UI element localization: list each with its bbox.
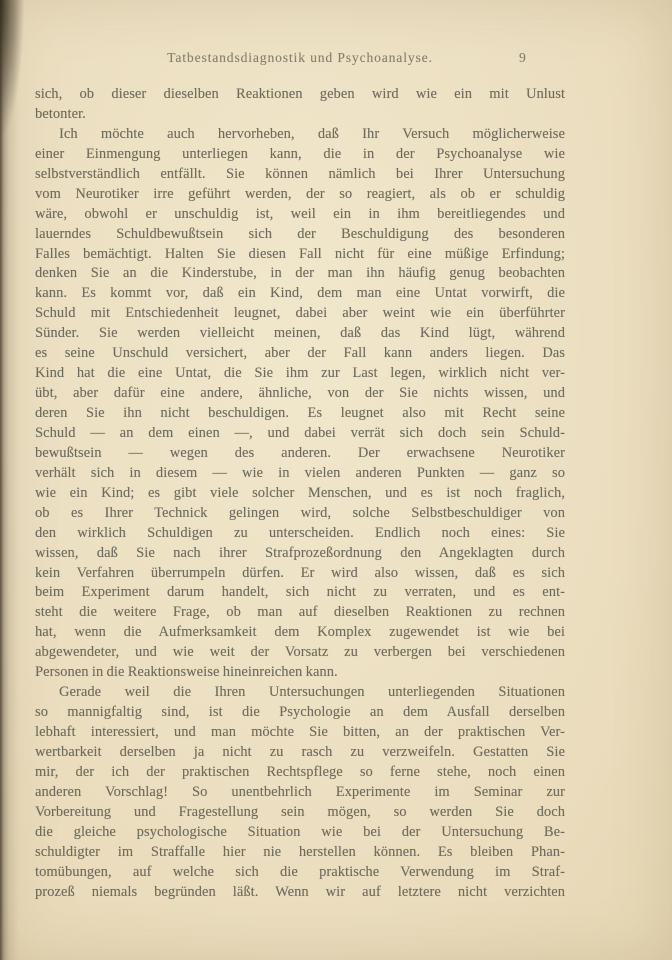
text-line: Sünder. Sie werden vielleicht meinen, daß das Kind lügt, während — [35, 325, 565, 342]
text-line: so mannigfaltig sind, ist die Psychologie an dem Ausfall derselben — [35, 704, 565, 721]
text-line: hat, wenn die Aufmerksamkeit dem Komplex zugewendet ist wie bei — [35, 624, 565, 641]
text-line: Gerade weil die Ihren Untersuchungen unterliegenden Situationen — [59, 684, 565, 701]
text-line: abgewendeter, und wie weit der Vorsatz zu verbergen bei verschiedenen — [35, 644, 565, 661]
text-line: Falles bemächtigt. Halten Sie diesen Fall nicht für eine müßige Erfindung; — [35, 245, 565, 262]
page-number: 9 — [519, 50, 526, 65]
text-line: wissen, daß Sie nach ihrer Strafprozeßordnung den Angeklagten durch — [35, 544, 565, 561]
text-line: denken Sie an die Kinderstube, in der man ihn häufig genug beobachten — [35, 265, 565, 282]
text-line: kein Verfahren überrumpeln dürfen. Er wird also wissen, daß es sich — [35, 564, 565, 581]
text-line: steht die weitere Frage, ob man auf dieselben Reaktionen zu rechnen — [35, 604, 565, 621]
text-line: es seine Unschuld versichert, aber der Fall kann anders liegen. Das — [35, 345, 565, 362]
text-line: beim Experiment darum handelt, sich nicht zu verraten, und es ent- — [35, 584, 565, 601]
text-line: prozeß niemals begründen läßt. Wenn wir auf letztere nicht verzichten — [35, 883, 565, 900]
text-line: Schuld — an dem einen —, und dabei verrät sich doch sein Schuld- — [35, 424, 565, 441]
text-line: wäre, obwohl er unschuldig ist, weil ein in ihm bereitliegendes und — [35, 205, 565, 222]
text-line: wertbarkeit derselben ja nicht zu rasch zu verzweifeln. Gestatten Sie — [35, 743, 565, 760]
text-line: Schuld mit Entschiedenheit leugnet, dabei aber weint wie ein überführter — [35, 305, 565, 322]
text-line: Vorbereitung und Fragestellung sein mögen, so werden Sie doch — [35, 803, 565, 820]
text-line: anderen Vorschlag! So unentbehrlich Experimente im Seminar zur — [35, 783, 565, 800]
text-line: tomübungen, auf welche sich die praktische Verwendung im Straf- — [35, 863, 565, 880]
scan-edge-shadow-top-left — [0, 0, 34, 190]
text-line: den wirklich Schuldigen zu unterscheiden. Endlich noch eines: Sie — [35, 524, 565, 541]
text-line: betonter. — [35, 105, 86, 122]
text-line: verhält sich in diesem — wie in vielen anderen Punkten — ganz so — [35, 464, 565, 481]
text-line: bewußtsein — wegen des anderen. Der erwachsene Neurotiker — [35, 444, 565, 461]
running-head-title: Tatbestandsdiagnostik und Psychoanalyse. — [167, 50, 433, 65]
text-line: vom Neurotiker irre geführt werden, der so reagiert, als ob er schuldig — [35, 185, 565, 202]
text-line: selbstverständlich entfällt. Sie können nämlich bei Ihrer Untersuchung — [35, 165, 565, 182]
text-line: übt, aber dafür eine andere, ähnliche, von der Sie nichts wissen, und — [35, 385, 565, 402]
text-line: Kind hat die eine Untat, die Sie ihm zur Last legen, wirklich nicht ver- — [35, 365, 565, 382]
text-line: kann. Es kommt vor, daß ein Kind, dem man eine Untat vorwirft, die — [35, 285, 565, 302]
text-line: Ich möchte auch hervorheben, daß Ihr Versuch möglicherweise — [59, 125, 565, 142]
scan-edge-shadow-left — [0, 0, 20, 960]
running-head — [35, 50, 565, 70]
text-line: die gleiche psychologische Situation wie bei der Untersuchung Be- — [35, 823, 565, 840]
text-line: lauerndes Schuldbewußtsein sich der Beschuldigung des besonderen — [35, 225, 565, 242]
text-line: mir, der ich der praktischen Rechtspflege so ferne stehe, noch einen — [35, 763, 565, 780]
text-line: lebhaft interessiert, und man möchte Sie bitten, an der praktischen Ver- — [35, 724, 565, 740]
text-line: deren Sie ihn nicht beschuldigen. Es leugnet also mit Recht seine — [35, 405, 565, 421]
text-line: einer Einmengung unterliegen kann, die in der Psychoanalyse wie — [35, 145, 565, 162]
text-line: sich, ob dieser dieselben Reaktionen geben wird wie ein mit Unlust — [35, 86, 565, 102]
text-line: wie ein Kind; es gibt viele solcher Menschen, und es ist noch fraglich, — [35, 484, 565, 501]
text-line: Personen in die Reaktionsweise hineinreichen kann. — [35, 664, 338, 681]
text-line: schuldigter im Straffalle hier nie herstellen können. Es bleiben Phan- — [35, 843, 565, 860]
text-body — [35, 85, 565, 902]
text-line: ob es Ihrer Technick gelingen wird, solche Selbstbeschuldiger von — [35, 504, 565, 521]
